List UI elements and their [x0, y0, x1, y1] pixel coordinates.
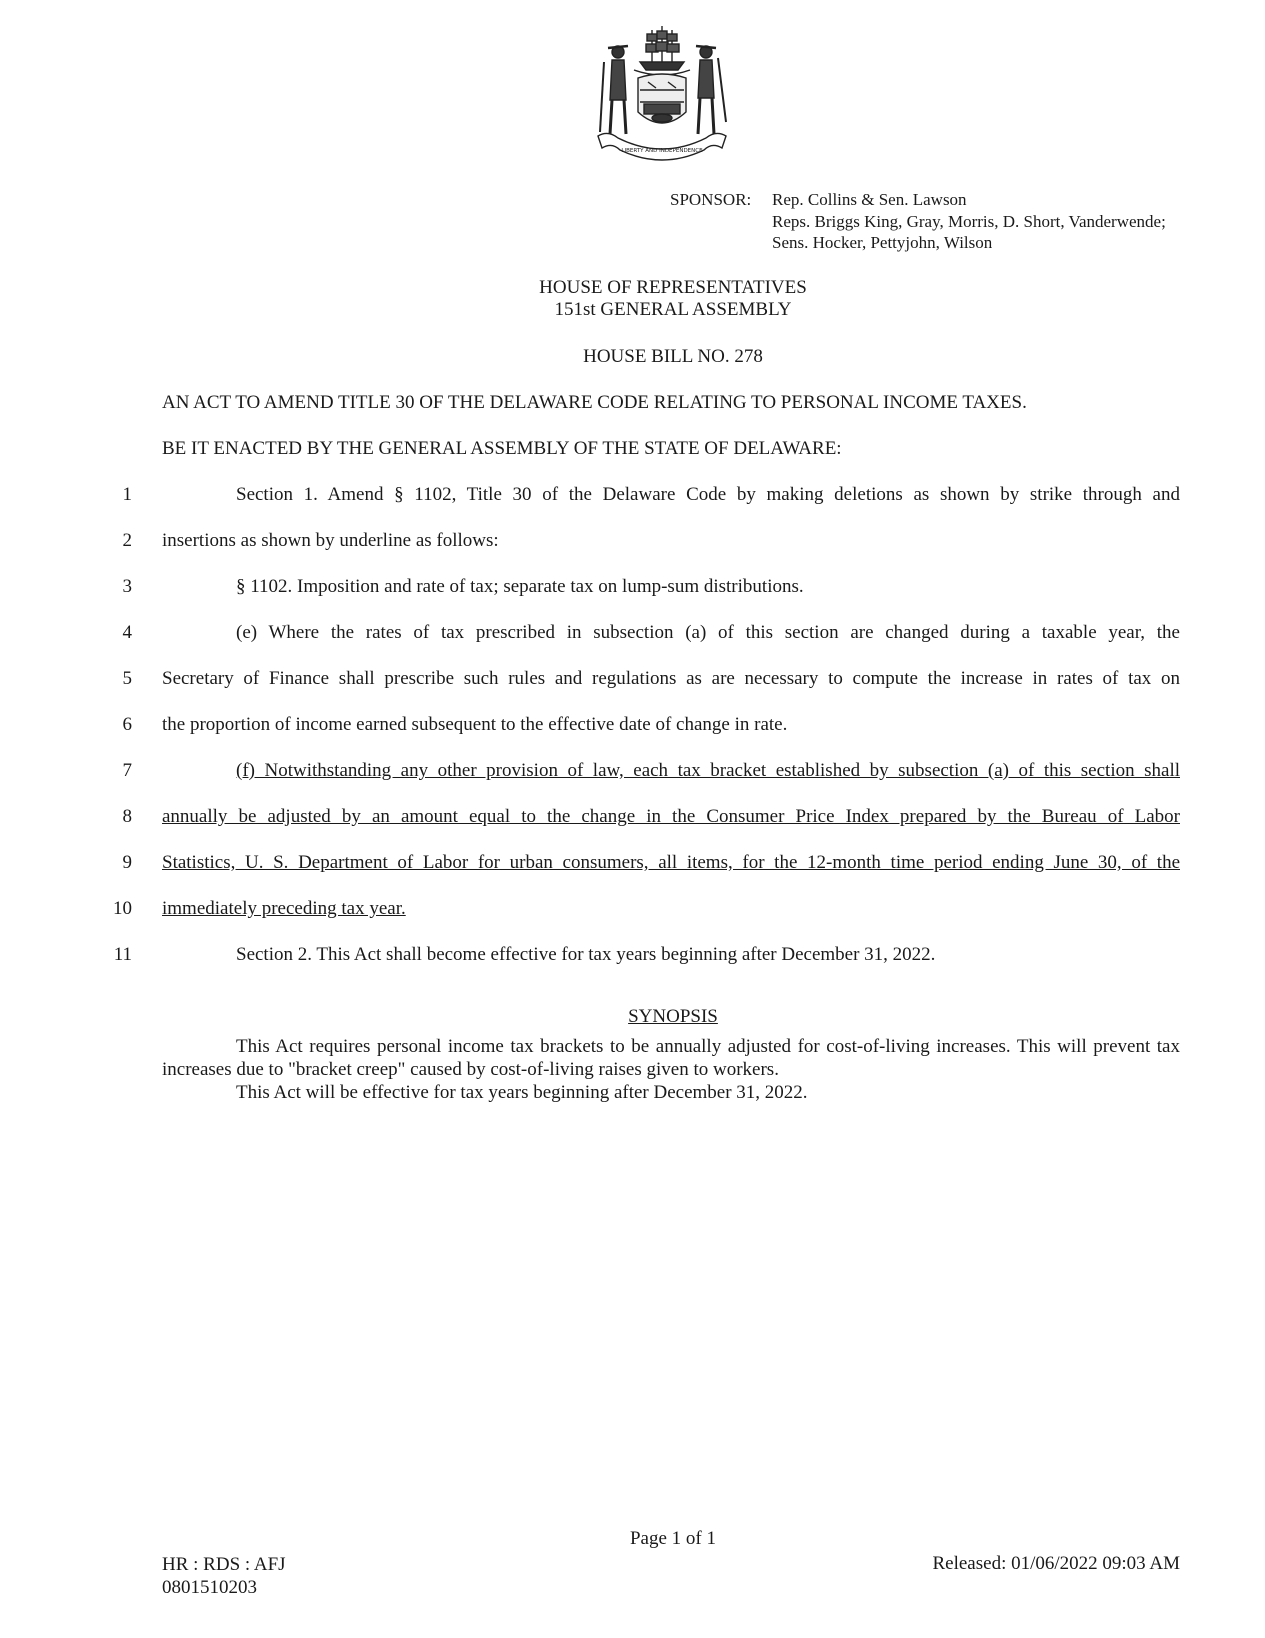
sponsor-primary: Rep. Collins & Sen. Lawson: [772, 190, 967, 209]
line-number: 2: [122, 530, 132, 551]
bill-line: Section 2. This Act shall become effective for tax years beginning after December 31, 2022.: [236, 944, 936, 965]
line-number: 4: [122, 622, 132, 643]
document-id: 0801510203: [162, 1577, 257, 1598]
page-number: Page 1 of 1: [629, 1528, 716, 1549]
sponsor-names: [772, 189, 1166, 254]
inserted-line: annually be adjusted by an amount equal to the change in the Consumer Price Index prepared by the Bureau of Labor: [162, 806, 1180, 827]
synopsis-paragraph: This Act requires personal income tax brackets to be annually adjusted for cost-of-living increases. This will prevent tax increases due to "bracket creep" caused by cost-of-living raises given to workers.: [162, 1036, 1180, 1080]
drafter-initials: HR : RDS : AFJ: [162, 1554, 286, 1575]
line-number: 1: [122, 484, 132, 505]
seal-motto: LIBERTY AND INDEPENDENCE: [621, 148, 703, 154]
line-number: 9: [122, 852, 132, 873]
bill-number: HOUSE BILL NO. 278: [583, 346, 763, 367]
bill-line: (e) Where the rates of tax prescribed in subsection (a) of this section are changed during a taxable year, the: [236, 622, 1180, 643]
bill-line: the proportion of income earned subsequent to the effective date of change in rate.: [162, 714, 788, 735]
section-heading-line: § 1102. Imposition and rate of tax; separate tax on lump-sum distributions.: [236, 576, 804, 597]
act-title: AN ACT TO AMEND TITLE 30 OF THE DELAWARE CODE RELATING TO PERSONAL INCOME TAXES.: [162, 392, 1027, 413]
bill-line: Secretary of Finance shall prescribe such rules and regulations as are necessary to compute the increase in rates of tax on: [162, 668, 1180, 689]
line-number: 6: [122, 714, 132, 735]
inserted-line: (f) Notwithstanding any other provision of law, each tax bracket established by subsection (a) of this section shall: [236, 760, 1180, 781]
bill-line: insertions as shown by underline as follows:: [162, 530, 499, 551]
line-number: 7: [122, 760, 132, 781]
delaware-state-seal: [588, 22, 736, 170]
line-number: 8: [122, 806, 132, 827]
enacting-clause: BE IT ENACTED BY THE GENERAL ASSEMBLY OF THE STATE OF DELAWARE:: [162, 438, 842, 459]
sponsor-label: SPONSOR:: [670, 190, 752, 209]
inserted-line: Statistics, U. S. Department of Labor for urban consumers, all items, for the 12-month time period ending June 30, of the: [162, 852, 1180, 873]
chamber-heading: HOUSE OF REPRESENTATIVES: [539, 277, 807, 298]
line-number: 3: [122, 576, 132, 597]
inserted-line: immediately preceding tax year.: [162, 898, 406, 919]
release-timestamp: Released: 01/06/2022 09:03 AM: [932, 1553, 1180, 1574]
synopsis-title: SYNOPSIS: [628, 1006, 718, 1027]
sponsor-reps: Reps. Briggs King, Gray, Morris, D. Short, Vanderwende;: [772, 211, 1166, 231]
line-number: 10: [113, 898, 132, 919]
line-number: 11: [113, 944, 132, 965]
sponsor-sens: Sens. Hocker, Pettyjohn, Wilson: [772, 233, 993, 252]
synopsis-paragraph: This Act will be effective for tax years beginning after December 31, 2022.: [236, 1082, 808, 1103]
drafting-code: [162, 1553, 286, 1599]
line-number: 5: [122, 668, 132, 689]
inserted-line-wrapper: [162, 898, 1180, 920]
assembly-heading: 151st GENERAL ASSEMBLY: [554, 299, 792, 320]
bill-line: Section 1. Amend § 1102, Title 30 of the Delaware Code by making deletions as shown by strike through and: [236, 484, 1180, 505]
synopsis-body: [162, 1035, 1180, 1104]
